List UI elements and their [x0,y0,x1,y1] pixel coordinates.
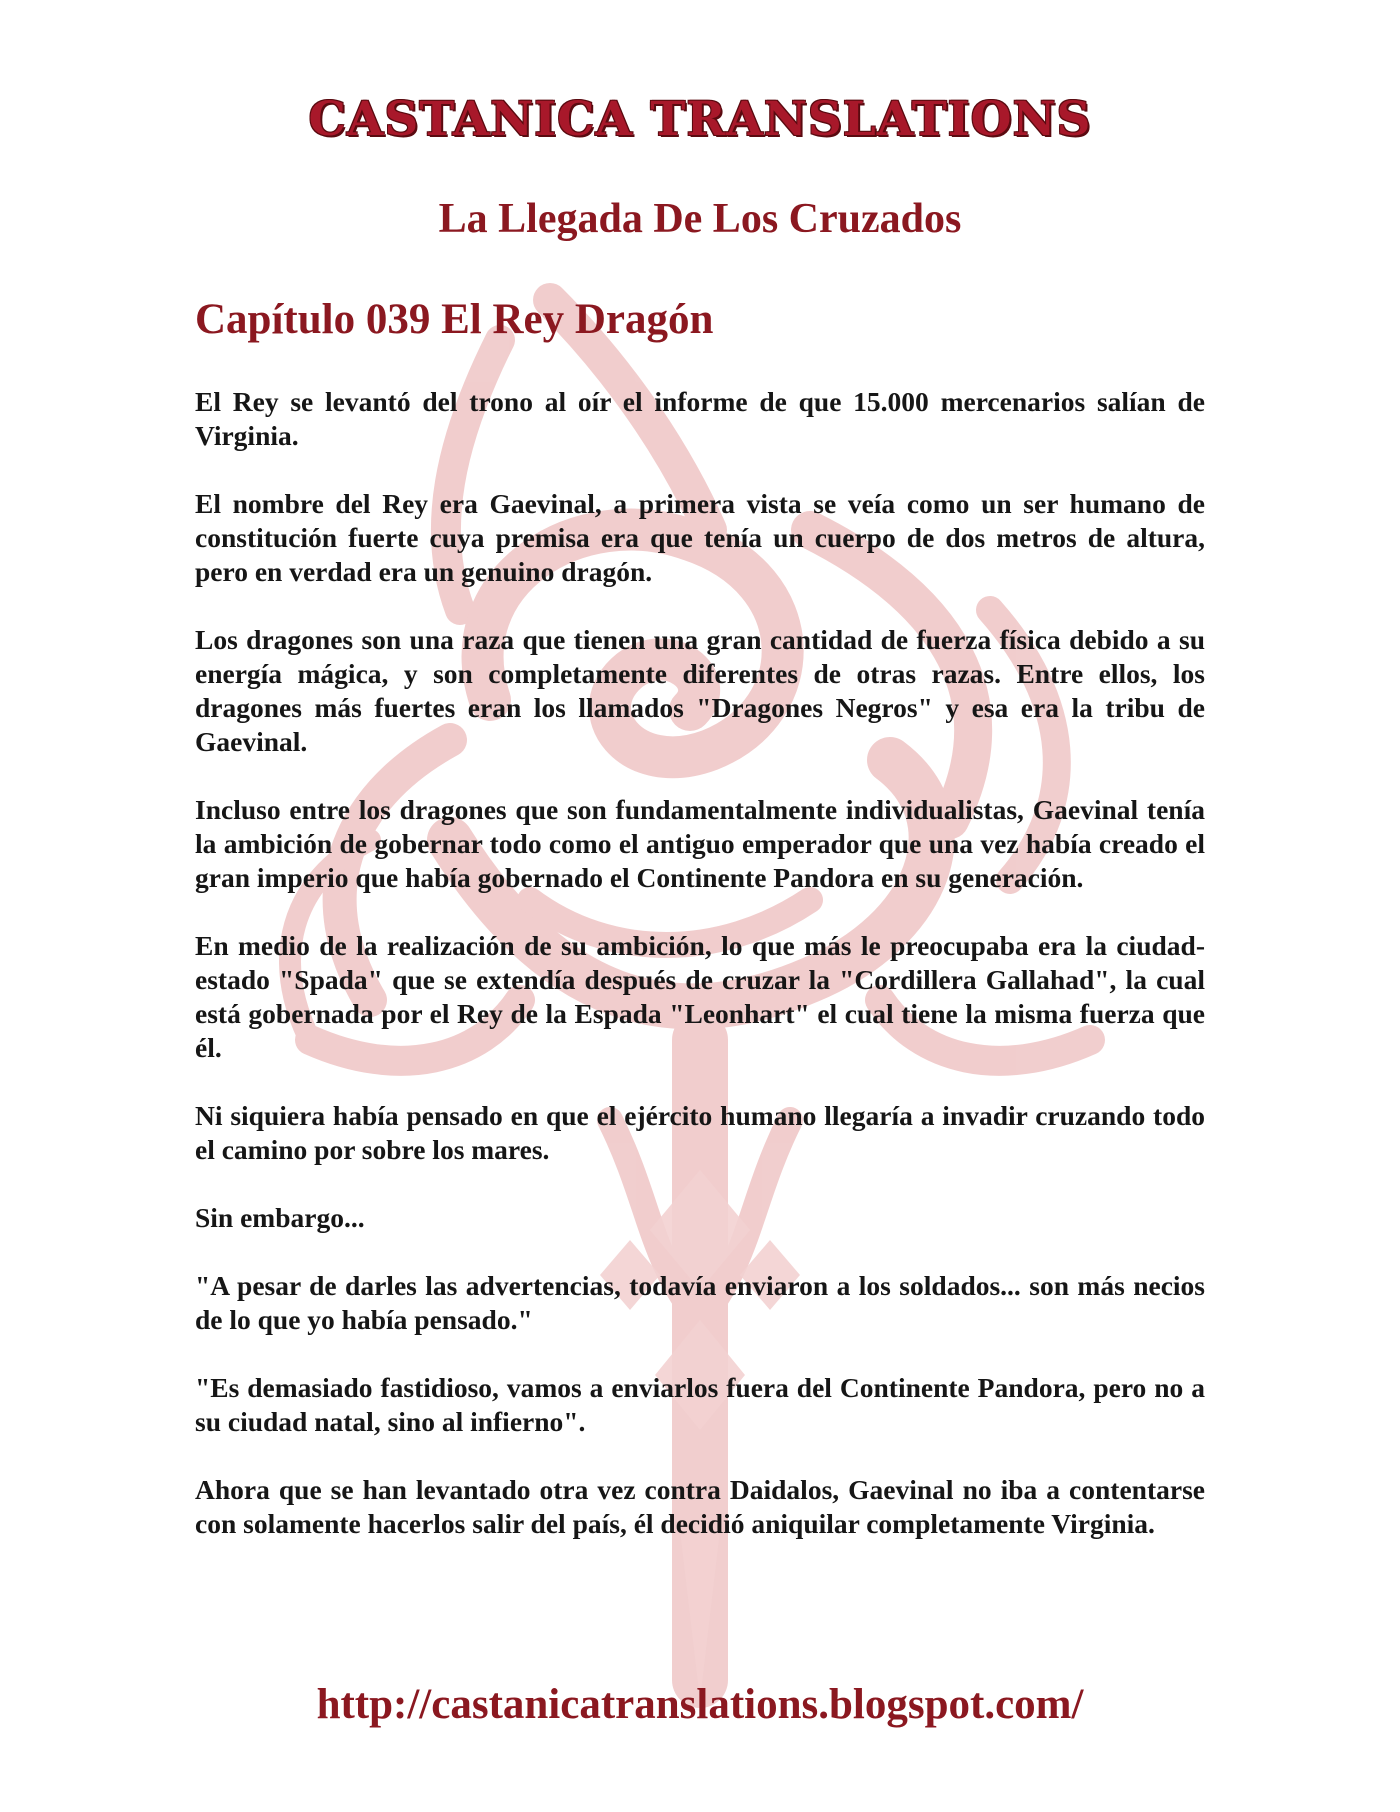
chapter-body [195,385,1205,1575]
chapter-heading: Capítulo 039 El Rey Dragón [195,296,714,343]
paragraph: "A pesar de darles las advertencias, todavía enviaron a los soldados... son más necios de lo que yo había pensado." [195,1270,1205,1335]
paragraph: El nombre del Rey era Gaevinal, a primera vista se veía como un ser humano de constitución fuerte cuya premisa era que tenía un cuerpo de dos metros de altura, pero en verdad era un genuino dragón. [195,488,1205,587]
paragraph: Incluso entre los dragones que son fundamentalmente individualistas, Gaevinal tenía la ambición de gobernar todo como el antiguo emperador que una vez había creado el gran imperio que había gobernado el Continente Pandora en su generación. [195,794,1205,893]
paragraph: Los dragones son una raza que tienen una gran cantidad de fuerza física debido a su energía mágica, y son completamente diferentes de otras razas. Entre ellos, los dragones más fuertes eran los llamados "Dragones Negros" y esa era la tribu de Gaevinal. [195,624,1205,757]
novel-title: La Llegada De Los Cruzados [438,196,962,242]
footer-url-link[interactable]: http://castanicatranslations.blogspot.com/ [316,1681,1084,1728]
site-brand-title: CASTANICA TRANSLATIONS [308,92,1092,147]
paragraph: Ni siquiera había pensado en que el ejército humano llegaría a invadir cruzando todo el camino por sobre los mares. [195,1100,1205,1165]
paragraph: El Rey se levantó del trono al oír el informe de que 15.000 mercenarios salían de Virginia. [195,386,1205,451]
paragraph: "Es demasiado fastidioso, vamos a enviarlos fuera del Continente Pandora, pero no a su ciudad natal, sino al infierno". [195,1372,1205,1437]
paragraph: Ahora que se han levantado otra vez contra Daidalos, Gaevinal no iba a contentarse con solamente hacerlos salir del país, él decidió aniquilar completamente Virginia. [195,1474,1205,1539]
paragraph: Sin embargo... [195,1202,365,1233]
paragraph: En medio de la realización de su ambición, lo que más le preocupaba era la ciudad-estado "Spada" que se extendía después de cruzar la "Cordillera Gallahad", la cual está gobernada por el Rey de la Espada "Leonhart" el cual tiene la misma fuerza que él. [195,930,1205,1063]
